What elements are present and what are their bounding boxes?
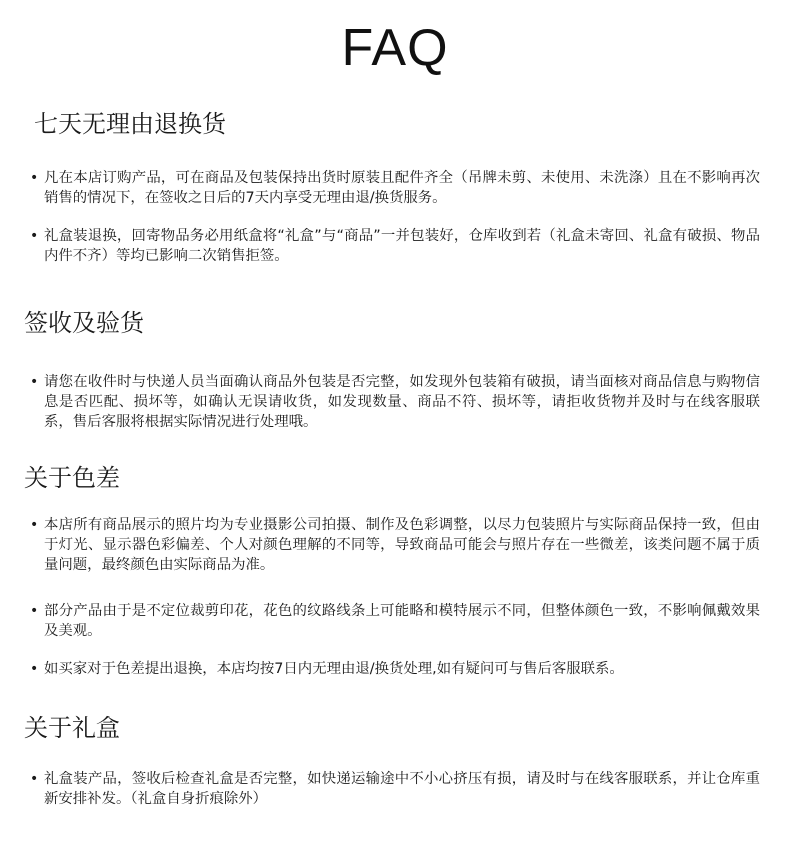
bullet-icon: • <box>30 771 39 787</box>
list-item <box>30 372 760 432</box>
bullet-icon: • <box>30 228 39 244</box>
list-item-text: 部分产品由于是不定位裁剪印花，花色的纹路线条上可能略和模特展示不同，但整体颜色一致，不影响佩戴效果及美观。 <box>44 603 760 639</box>
list-item-text: 请您在收件时与快递人员当面确认商品外包装是否完整，如发现外包装箱有破损，请当面核对商品信息与购物信息是否匹配、损坏等，如确认无误请收货，如发现数量、商品不符、损坏等，请拒收货物并及时与在线客服联系，售后客服将根据实际情况进行处理哦。 <box>44 374 760 430</box>
section-heading-gift-box: 关于礼盒 <box>24 714 120 742</box>
list-item <box>30 168 760 208</box>
bullet-icon: • <box>30 170 39 186</box>
list-item <box>30 659 760 679</box>
list-item <box>30 769 760 809</box>
list-item-text: 如买家对于色差提出退换，本店均按7日内无理由退/换货处理,如有疑问可与售后客服联系。 <box>44 661 624 677</box>
list-item <box>30 515 760 575</box>
list-item-text: 本店所有商品展示的照片均为专业摄影公司拍摄、制作及色彩调整，以尽力包装照片与实际商品保持一致，但由于灯光、显示器色彩偏差、个人对颜色理解的不同等，导致商品可能会与照片存在一些微差，该类问题不属于质量问题，最终颜色由实际商品为准。 <box>44 517 760 573</box>
list-item-text: 礼盒装产品，签收后检查礼盒是否完整，如快递运输途中不小心挤压有损，请及时与在线客服联系，并让仓库重新安排补发。（礼盒自身折痕除外） <box>44 771 760 807</box>
bullet-icon: • <box>30 603 39 619</box>
section-heading-receipt-inspection: 签收及验货 <box>24 309 144 337</box>
section-heading-return-policy: 七天无理由退换货 <box>34 110 226 138</box>
bullet-icon: • <box>30 374 39 390</box>
list-item <box>30 601 760 641</box>
list-item-text: 凡在本店订购产品，可在商品及包装保持出货时原装且配件齐全（吊牌未剪、未使用、未洗涤）且在不影响再次销售的情况下，在签收之日后的7天内享受无理由退/换货服务。 <box>44 170 760 206</box>
bullet-icon: • <box>30 661 39 677</box>
page-title: FAQ <box>341 19 449 77</box>
list-item-text: 礼盒装退换，回寄物品务必用纸盒将“礼盒”与“商品”一并包装好，仓库收到若（礼盒未寄回、礼盒有破损、物品内件不齐）等均已影响二次销售拒签。 <box>44 228 760 264</box>
bullet-icon: • <box>30 517 39 533</box>
section-heading-color-difference: 关于色差 <box>24 464 120 492</box>
list-item <box>30 226 760 266</box>
